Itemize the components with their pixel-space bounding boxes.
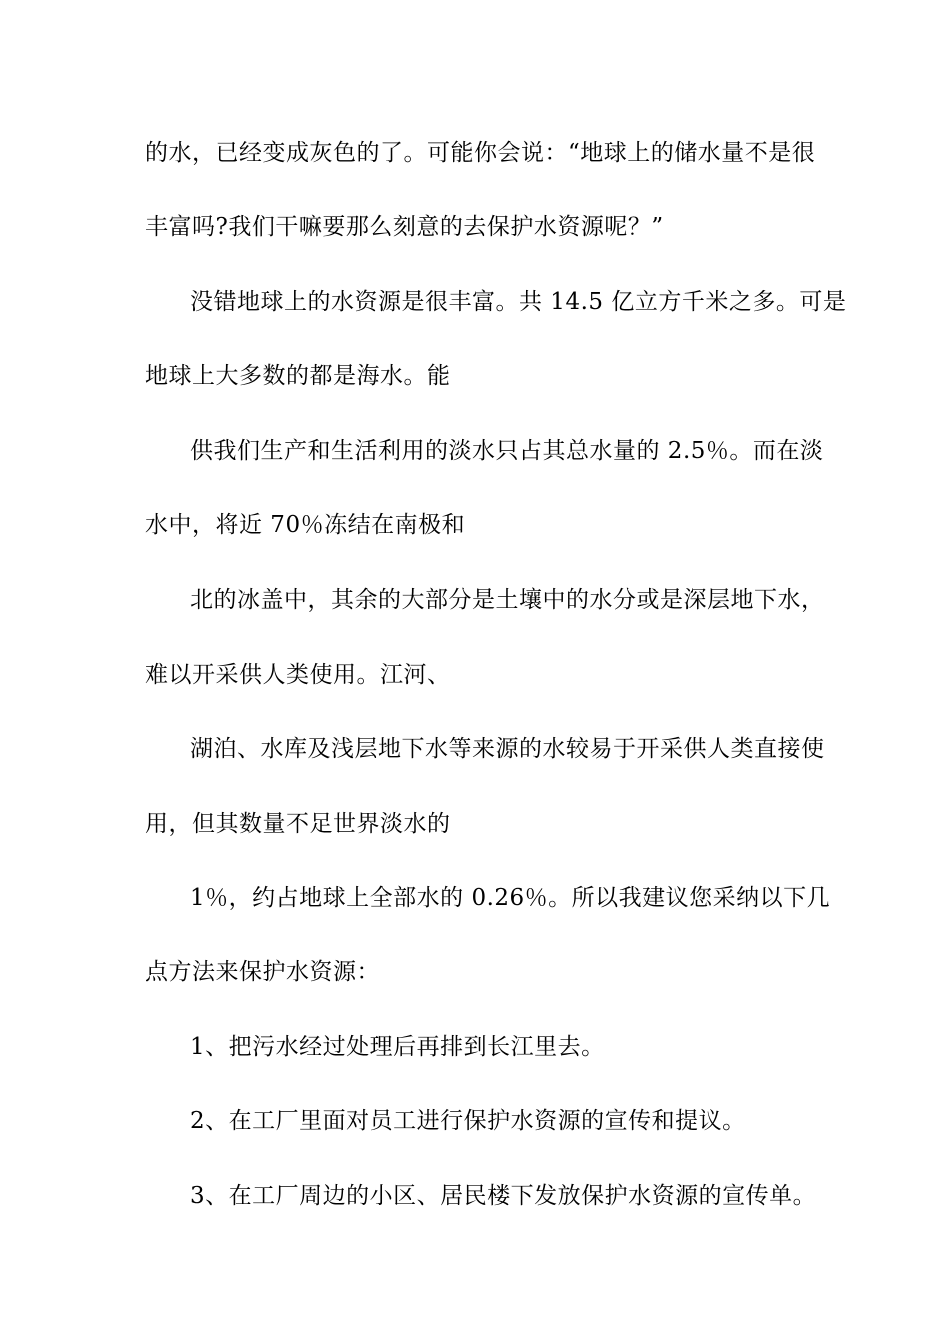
list-item: 1、把污水经过处理后再排到长江里去。 bbox=[190, 1034, 605, 1060]
text-line: 难以开采供人类使用。江河、 bbox=[145, 662, 451, 688]
text-line: 水中，将近 70％冻结在南极和 bbox=[145, 512, 466, 538]
text-line: 用，但其数量不足世界淡水的 bbox=[145, 811, 451, 837]
text-line: 没错地球上的水资源是很丰富。共 14.5 亿立方千米之多。可是 bbox=[190, 289, 847, 315]
text-line: 丰富吗?我们干嘛要那么刻意的去保护水资源呢？” bbox=[145, 214, 664, 240]
text-line: 1％，约占地球上全部水的 0.26％。所以我建议您采纳以下几 bbox=[190, 885, 831, 911]
text-line: 点方法来保护水资源： bbox=[145, 959, 380, 985]
list-item: 2、在工厂里面对员工进行保护水资源的宣传和提议。 bbox=[190, 1108, 746, 1134]
list-item: 3、在工厂周边的小区、居民楼下发放保护水资源的宣传单。 bbox=[190, 1183, 817, 1209]
text-line: 的水，已经变成灰色的了。可能你会说：“地球上的储水量不是很 bbox=[145, 140, 816, 166]
text-line: 北的冰盖中，其余的大部分是土壤中的水分或是深层地下水， bbox=[190, 587, 825, 613]
text-line: 湖泊、水库及浅层地下水等来源的水较易于开采供人类直接使 bbox=[190, 736, 825, 762]
text-line: 地球上大多数的都是海水。能 bbox=[145, 363, 451, 389]
text-line: 供我们生产和生活利用的淡水只占其总水量的 2.5％。而在淡 bbox=[190, 438, 824, 464]
